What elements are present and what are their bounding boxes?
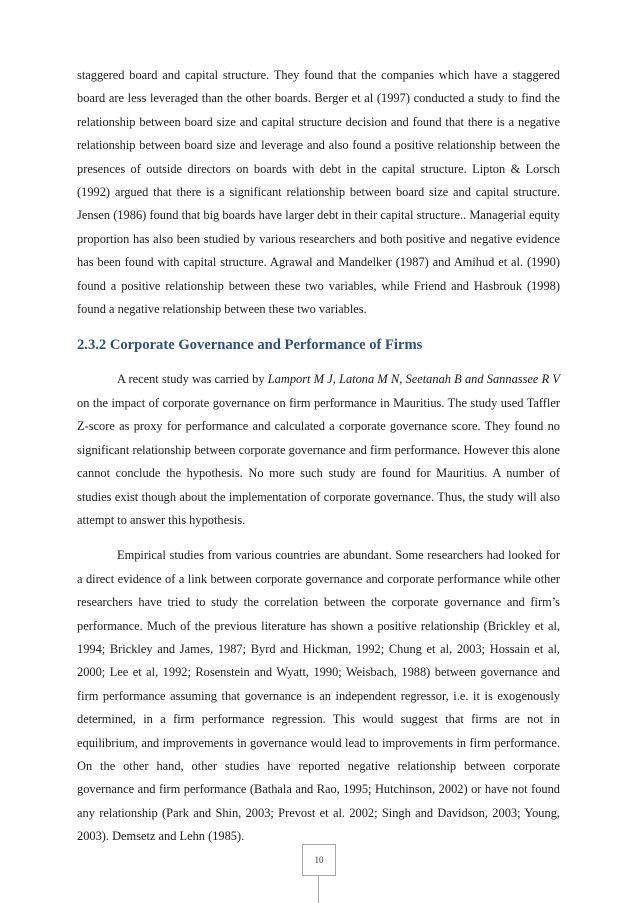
- body-paragraph-1: staggered board and capital structure. They found that the companies which have a staggered board are less leveraged than the other boards. Berger et al (1997) conducted a study to find the relationship between board size and capital structure decision and found that there is a negative relationship between board size and leverage and also found a positive relationship between the presences of outside directors on boards with debt in the capital structure. Lipton & Lorsch (1992) argued that there is a significant relationship between board size and capital structure. Jensen (1986) found that big boards have larger debt in their capital structure.. Managerial equity proportion has also been studied by various researchers and both positive and negative evidence has been found with capital structure. Agrawal and Mandelker (1987) and Amihud et al. (1990) found a positive relationship between these two variables, while Friend and Hasbrouk (1998) found a negative relationship between these two variables.: [77, 68, 560, 317]
- paragraph-2-rest: on the impact of corporate governance on firm performance in Mauritius. The study used Taffler Z-score as proxy for performance and calculated a corporate governance score. They found no significant relationship between corporate governance and firm performance. However this alone cannot conclude the hypothesis. No more such study are found for Mauritius. A number of studies exist though about the implementation of corporate governance. Thus, the study will also attempt to answer this hypothesis.: [77, 395, 560, 527]
- page-number-box: [302, 844, 336, 876]
- paragraph-2-authors: Lamport M J, Latona M N, Seetanah B and Sannassee R V: [267, 372, 560, 387]
- document-page: [77, 64, 560, 849]
- page-number: 10: [314, 855, 324, 865]
- body-paragraph-2: [77, 368, 560, 532]
- footer-divider-line: [318, 876, 319, 903]
- section-heading: 2.3.2 Corporate Governance and Performance of Firms: [77, 337, 423, 354]
- body-paragraph-3: Empirical studies from various countries are abundant. Some researchers had looked for a direct evidence of a link between corporate governance and corporate performance while other researchers have tried to study the correlation between the corporate governance and firm’s performance. Much of the previous literature has shown a positive relationship (Brickley et al, 1994; Brickley and James, 1987; Byrd and Hickman, 1992; Chung et al, 2003; Hossain et al, 2000; Lee et al, 1992; Rosenstein and Wyatt, 1990; Weisbach, 1988) between governance and firm performance assuming that governance is an independent regressor, i.e. it is exogenously determined, in a firm performance regression. This would suggest that firms are not in equilibrium, and improvements in governance would lead to improvements in firm performance. On the other hand, other studies have reported negative relationship between corporate governance and firm performance (Bathala and Rao, 1995; Hutchinson, 2002) or have not found any relationship (Park and Shin, 2003; Prevost et al. 2002; Singh and Davidson, 2003; Young, 2003). Demsetz and Lehn (1985).: [77, 548, 560, 844]
- paragraph-2-start: A recent study was carried by: [117, 372, 268, 387]
